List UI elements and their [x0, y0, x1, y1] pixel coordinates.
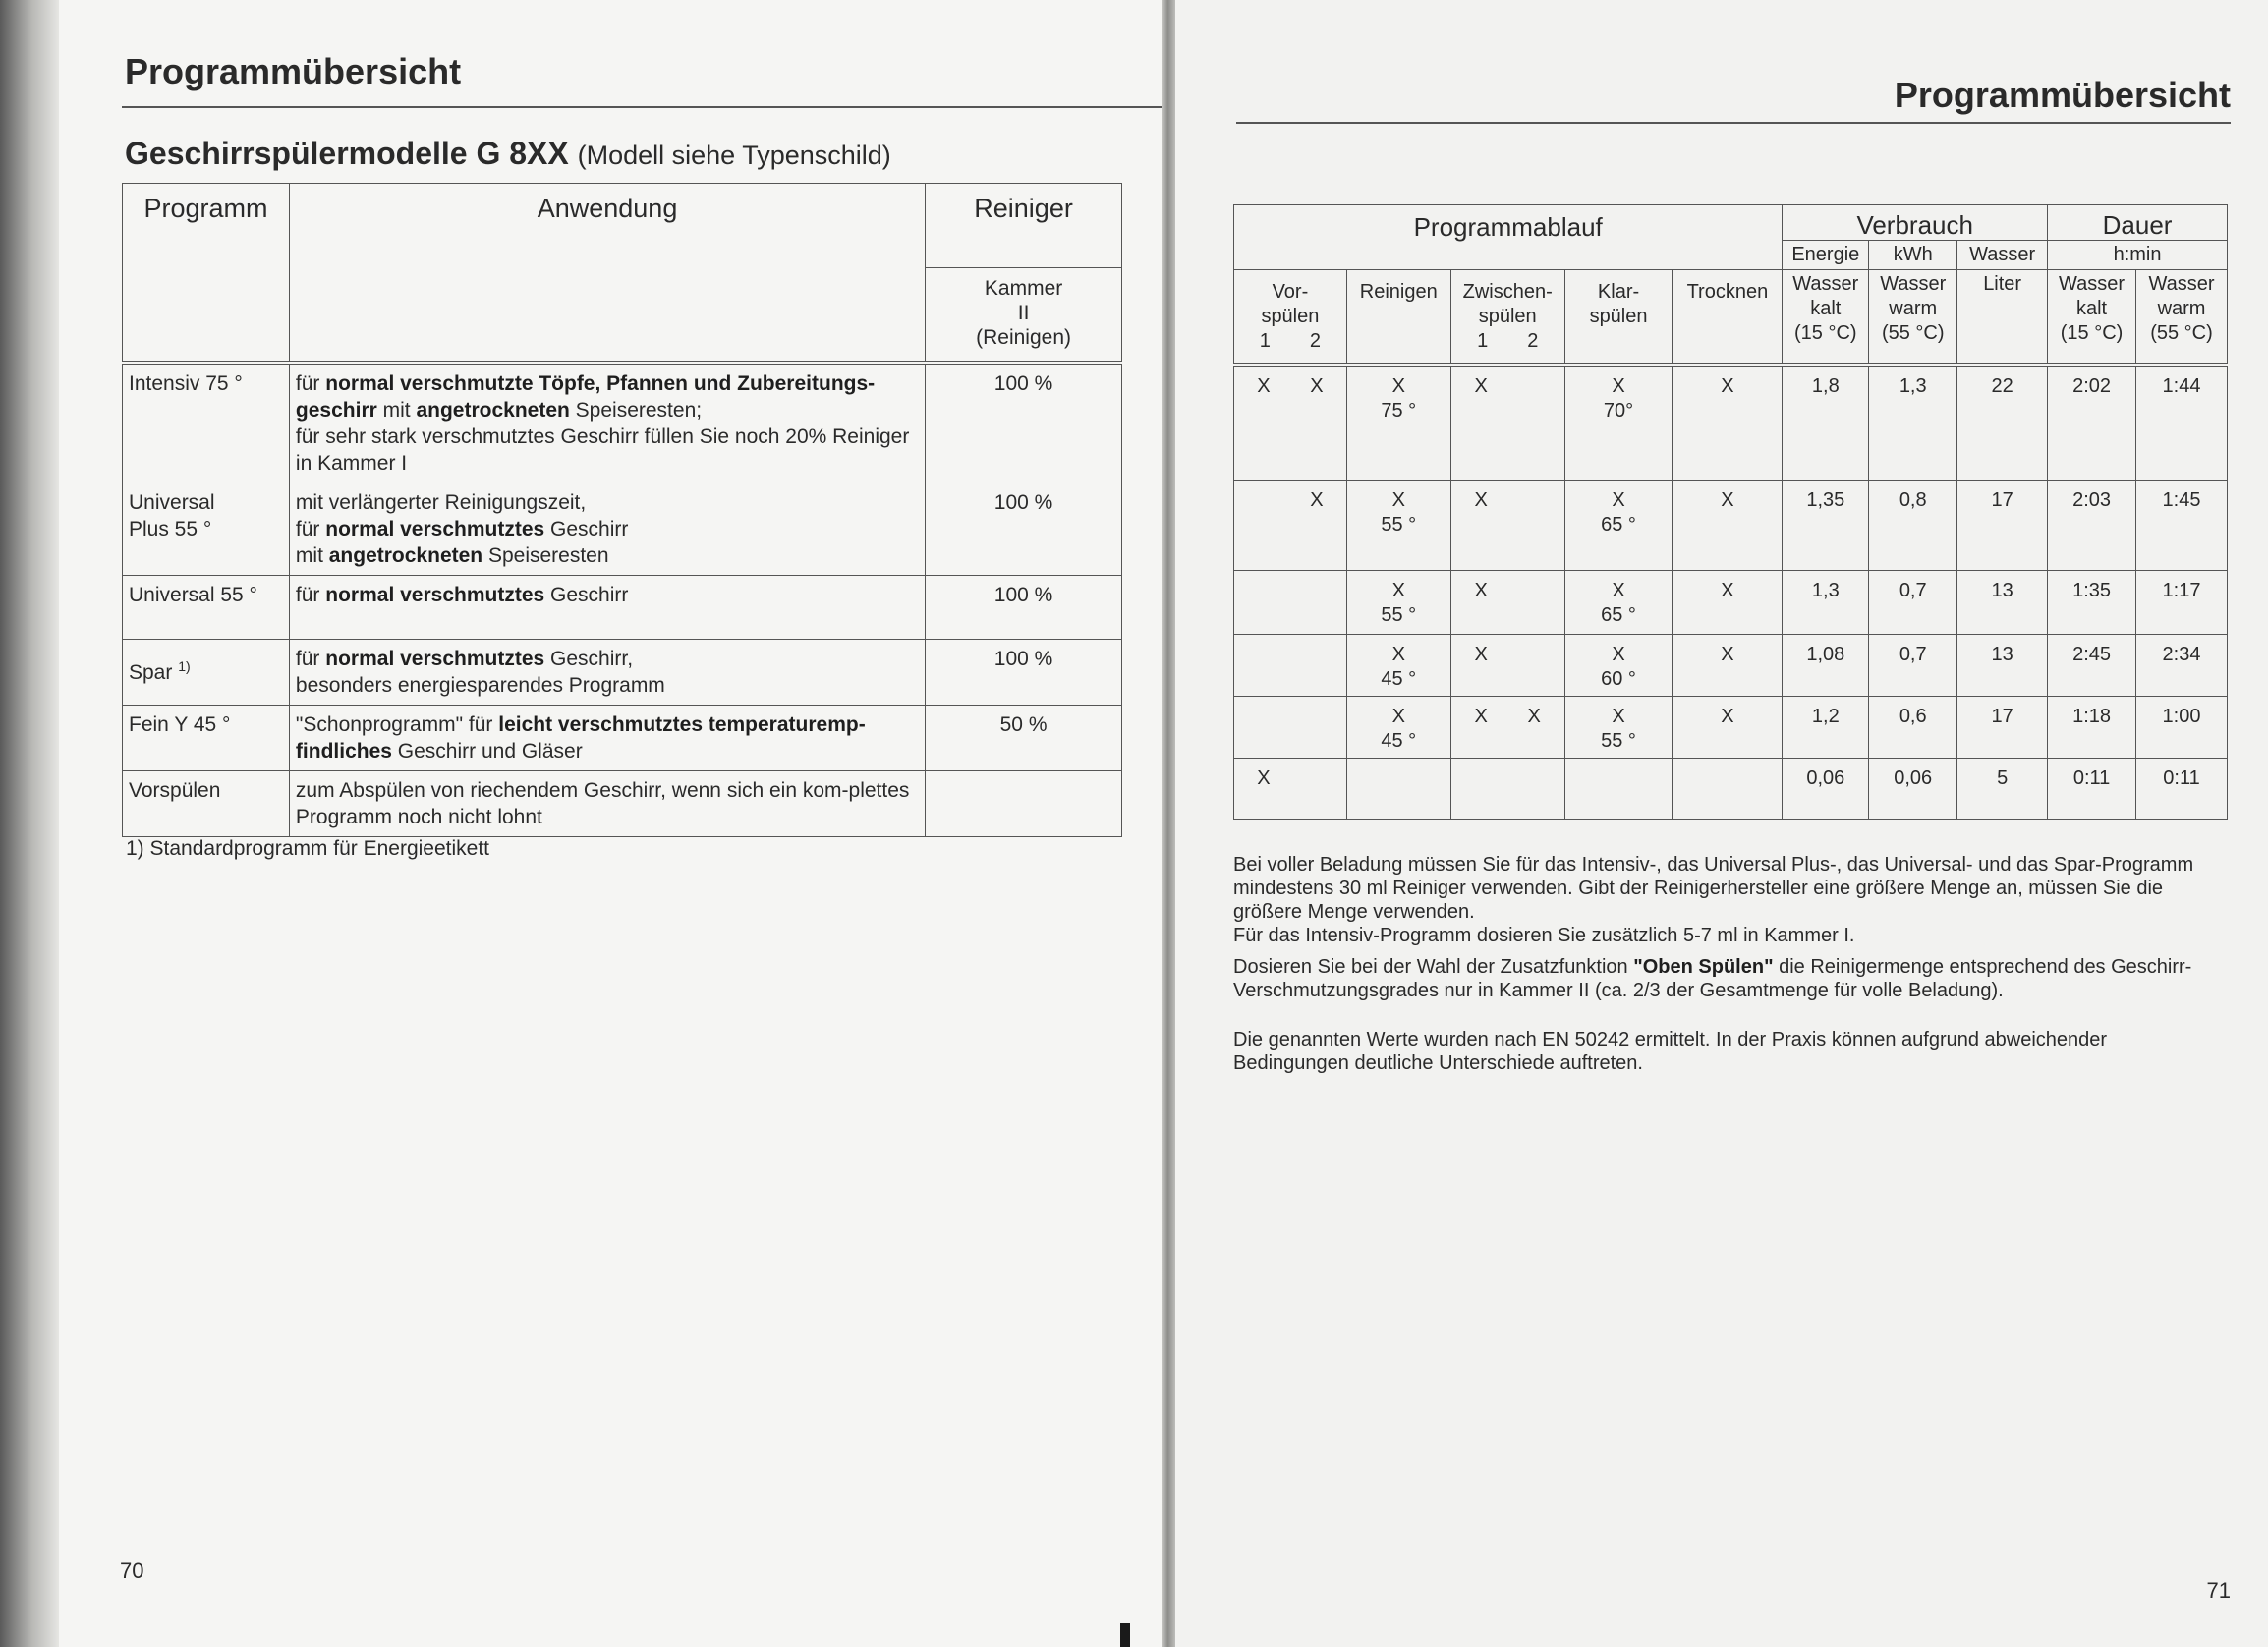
- header-line: spülen: [1589, 306, 1648, 327]
- cell-mark: X: [1310, 374, 1324, 397]
- cell-mark: X: [1612, 489, 1625, 511]
- cell-mark: [1257, 488, 1271, 513]
- row-program: Universal 55 °: [123, 575, 290, 639]
- row-program: [123, 639, 290, 705]
- note-text: Bei voller Beladung müssen Sie für das Intensiv-, das Universal Plus-, das Universal- und das Spar-Programm mindestens 30 ml Reiniger verwenden. Gibt der Reinigerhersteller eine größere Menge an, müssen Sie die größere Menge verwenden.: [1233, 854, 2194, 923]
- title-rule: [122, 106, 1162, 108]
- header-verbrauch: Verbrauch: [1783, 205, 2048, 241]
- cell-l: 13: [1957, 635, 2048, 697]
- table-row: [1234, 697, 2228, 759]
- cell-z: [1450, 759, 1564, 820]
- usage-text: für sehr stark verschmutztes Geschirr füllen Sie noch 20% Reiniger in Kammer I: [295, 425, 910, 475]
- cell-ek: 1,8: [1783, 365, 1869, 481]
- cell-mark: X: [1391, 706, 1405, 727]
- table-row: [1234, 759, 2228, 820]
- usage-text: mit: [295, 543, 329, 567]
- sub-columns: [1236, 329, 1344, 354]
- glass-icon: Y: [174, 712, 188, 736]
- cell-v: [1234, 697, 1347, 759]
- table-row: [1234, 571, 2228, 635]
- book-spine: [1162, 0, 1175, 1647]
- usage-text: Speiseresten;: [569, 398, 703, 422]
- cell-mark: [1527, 374, 1541, 399]
- cell-temp: 55 °: [1601, 730, 1636, 752]
- cell-mark: X: [1527, 706, 1541, 727]
- cell-r: [1346, 571, 1450, 635]
- page-right: [1175, 0, 2268, 1647]
- binding-mark: [1120, 1623, 1130, 1647]
- cell-temp: 45 °: [1381, 668, 1417, 690]
- program-line: Fein: [129, 712, 169, 736]
- cell-r: [1346, 365, 1450, 481]
- header-reinigen: Reinigen: [1346, 270, 1450, 365]
- header-line: warm: [1889, 298, 1938, 319]
- cell-mark: X: [1612, 706, 1625, 727]
- subtitle-note: (Modell siehe Typenschild): [577, 141, 891, 170]
- cell-ek: 1,2: [1783, 697, 1869, 759]
- cell-ew: 0,7: [1869, 571, 1957, 635]
- usage-bold: normal verschmutztes: [325, 647, 545, 670]
- header-reiniger: Reiniger: [926, 184, 1122, 268]
- cell-v: [1234, 635, 1347, 697]
- cell-mark: X: [1612, 374, 1625, 397]
- header-line: Klar-: [1597, 281, 1640, 303]
- notes: [1233, 853, 2228, 1083]
- usage-text: mit: [376, 398, 417, 422]
- usage-bold: normal verschmutztes: [325, 517, 545, 540]
- cell-dk: 2:45: [2048, 635, 2136, 697]
- usage-bold: angetrockneten: [328, 543, 483, 567]
- cell-dk: 0:11: [2048, 759, 2136, 820]
- table-row: [1234, 481, 2228, 571]
- row-usage: [289, 705, 925, 770]
- row-usage: [289, 575, 925, 639]
- cell-v: [1234, 571, 1347, 635]
- cell-pair: [1453, 579, 1562, 603]
- cell-r: [1346, 481, 1450, 571]
- header-trocknen: Trocknen: [1673, 270, 1783, 365]
- cell-mark: X: [1310, 489, 1324, 511]
- usage-text: für: [295, 647, 326, 670]
- header-line: (55 °C): [2150, 322, 2213, 344]
- header-line: (15 °C): [1794, 322, 1857, 344]
- cell-t: X: [1673, 365, 1783, 481]
- cell-temp: 65 °: [1601, 514, 1636, 536]
- header-anwendung: Anwendung: [289, 184, 925, 363]
- cell-r: [1346, 697, 1450, 759]
- row-usage: zum Abspülen von riechendem Geschirr, wenn sich ein kom-plettes Programm noch nicht lohnt: [289, 770, 925, 836]
- cell-t: [1673, 759, 1783, 820]
- cell-mark: X: [1474, 706, 1488, 727]
- header-energie-kalt: [1783, 270, 1869, 365]
- cell-temp: 65 °: [1601, 604, 1636, 626]
- table-row: [1234, 635, 2228, 697]
- table-row: [123, 575, 1122, 639]
- header-line: Wasser: [2148, 273, 2215, 295]
- cell-l: 17: [1957, 481, 2048, 571]
- row-reiniger: 100 %: [926, 575, 1122, 639]
- header-line: (55 °C): [1881, 322, 1945, 344]
- row-reiniger: 50 %: [926, 705, 1122, 770]
- cell-z: [1450, 481, 1564, 571]
- header-line: Vor-: [1272, 281, 1309, 303]
- consumption-table: [1233, 204, 2228, 820]
- table-row: [1234, 365, 2228, 481]
- cell-temp: 75 °: [1381, 399, 1417, 422]
- cell-ek: 0,06: [1783, 759, 1869, 820]
- header-dauer-kalt: [2048, 270, 2136, 365]
- header-line: Wasser: [1880, 273, 1947, 295]
- note-paragraph: [1233, 853, 2228, 947]
- cell-t: X: [1673, 571, 1783, 635]
- cell-t: X: [1673, 697, 1783, 759]
- row-usage: [289, 483, 925, 575]
- cell-pair: [1453, 705, 1562, 729]
- cell-k: [1564, 635, 1673, 697]
- usage-text: "Schonprogramm" für: [295, 712, 499, 736]
- header-programm: Programm: [123, 184, 290, 363]
- page-number: 71: [2206, 1578, 2231, 1603]
- cell-temp: 55 °: [1381, 514, 1417, 536]
- cell-dk: 2:03: [2048, 481, 2136, 571]
- kammer-line-1: Kammer: [984, 277, 1063, 300]
- header-kwh: kWh: [1869, 241, 1957, 270]
- cell-mark: X: [1391, 374, 1405, 397]
- header-wasser: Wasser: [1957, 241, 2048, 270]
- cell-mark: [1527, 643, 1541, 667]
- cell-ew: 0,6: [1869, 697, 1957, 759]
- cell-k: [1564, 365, 1673, 481]
- book-edge: [0, 0, 59, 1647]
- program-line: Spar: [129, 660, 173, 684]
- header-line: warm: [2157, 298, 2206, 319]
- cell-l: 22: [1957, 365, 2048, 481]
- cell-mark: X: [1257, 767, 1271, 789]
- model-subtitle: [125, 136, 891, 172]
- cell-mark: X: [1612, 580, 1625, 601]
- cell-dk: 1:18: [2048, 697, 2136, 759]
- row-reiniger: 100 %: [926, 639, 1122, 705]
- row-program: Vorspülen: [123, 770, 290, 836]
- cell-temp: 45 °: [1381, 730, 1417, 752]
- usage-text: für: [295, 583, 326, 606]
- cell-r: [1346, 635, 1450, 697]
- cell-pair: [1236, 767, 1344, 791]
- cell-z: [1450, 571, 1564, 635]
- cell-pair: [1236, 488, 1344, 513]
- cell-mark: X: [1612, 644, 1625, 665]
- usage-bold: angetrockneten: [416, 398, 570, 422]
- sub-2: 2: [1527, 330, 1539, 352]
- cell-ew: 0,7: [1869, 635, 1957, 697]
- cell-temp: 60 °: [1601, 668, 1636, 690]
- header-klarspuelen: [1564, 270, 1673, 365]
- cell-t: X: [1673, 635, 1783, 697]
- header-line: Wasser: [1792, 273, 1859, 295]
- usage-text: Geschirr,: [544, 647, 634, 670]
- cell-mark: X: [1391, 644, 1405, 665]
- usage-text: Speiseresten: [482, 543, 609, 567]
- cell-z: [1450, 365, 1564, 481]
- sub-2: 2: [1309, 330, 1322, 352]
- row-program: [123, 705, 290, 770]
- subtitle-model: Geschirrspülermodelle G 8XX: [125, 136, 569, 171]
- cell-k: [1564, 697, 1673, 759]
- cell-ew: 0,06: [1869, 759, 1957, 820]
- cell-pair: [1453, 643, 1562, 667]
- cell-k: [1564, 481, 1673, 571]
- cell-ew: 0,8: [1869, 481, 1957, 571]
- sub-1: 1: [1477, 330, 1489, 352]
- cell-ew: 1,3: [1869, 365, 1957, 481]
- sub-1: 1: [1259, 330, 1271, 352]
- cell-dk: 1:35: [2048, 571, 2136, 635]
- kammer-line-2: II: [1017, 302, 1030, 324]
- cell-pair: [1453, 374, 1562, 399]
- cell-dw: 1:00: [2136, 697, 2228, 759]
- header-line: Wasser: [2059, 273, 2126, 295]
- cell-dw: 2:34: [2136, 635, 2228, 697]
- cell-dk: 2:02: [2048, 365, 2136, 481]
- row-reiniger: 100 %: [926, 483, 1122, 575]
- header-liter: Liter: [1957, 270, 2048, 365]
- header-line: spülen: [1261, 306, 1320, 327]
- header-programmablauf: Programmablauf: [1234, 205, 1783, 270]
- footnote-mark: 1): [178, 657, 191, 674]
- cell-dw: 1:17: [2136, 571, 2228, 635]
- note-paragraph: Die genannten Werte wurden nach EN 50242 ermittelt. In der Praxis können aufgrund abweichender Bedingungen deutliche Unterschiede auftreten.: [1233, 1029, 2108, 1074]
- program-line: Universal: [129, 490, 215, 514]
- table-row: [123, 363, 1122, 483]
- table-row: [123, 705, 1122, 770]
- cell-l: 5: [1957, 759, 2048, 820]
- table-row: [123, 770, 1122, 836]
- cell-r: [1346, 759, 1450, 820]
- cell-mark: X: [1474, 489, 1488, 511]
- program-line: Plus 55 °: [129, 517, 212, 540]
- header-line: (15 °C): [2060, 322, 2124, 344]
- usage-text: mit verlängerter Reinigungszeit,: [295, 490, 587, 514]
- cell-v: [1234, 759, 1347, 820]
- cell-pair: [1453, 488, 1562, 513]
- cell-pair: [1236, 374, 1344, 399]
- program-line: 45 °: [193, 712, 231, 736]
- cell-ek: 1,35: [1783, 481, 1869, 571]
- cell-mark: X: [1391, 489, 1405, 511]
- row-program: Intensiv 75 °: [123, 363, 290, 483]
- header-line: Zwischen-: [1462, 281, 1553, 303]
- page-number: 70: [120, 1559, 144, 1583]
- usage-text: Geschirr: [544, 583, 629, 606]
- cell-mark: X: [1257, 374, 1271, 397]
- cell-dw: 0:11: [2136, 759, 2228, 820]
- header-hmin: h:min: [2048, 241, 2228, 270]
- note-text: Für das Intensiv-Programm dosieren Sie zusätzlich 5-7 ml in Kammer I.: [1233, 925, 1855, 946]
- cell-temp: 55 °: [1381, 604, 1417, 626]
- cell-mark: X: [1474, 580, 1488, 601]
- note-paragraph: [1233, 955, 2228, 1002]
- header-zwischenspuelen: [1450, 270, 1564, 365]
- header-dauer-warm: [2136, 270, 2228, 365]
- cell-ek: 1,3: [1783, 571, 1869, 635]
- usage-text: besonders energiesparendes Programm: [295, 673, 665, 697]
- cell-mark: [1527, 579, 1541, 603]
- header-kammer: [926, 268, 1122, 363]
- cell-k: [1564, 571, 1673, 635]
- cell-mark: [1310, 767, 1324, 791]
- cell-t: X: [1673, 481, 1783, 571]
- kammer-line-3: (Reinigen): [976, 326, 1072, 349]
- cell-l: 17: [1957, 697, 2048, 759]
- sub-columns: [1453, 329, 1562, 354]
- usage-text: Geschirr: [544, 517, 629, 540]
- cell-mark: X: [1474, 644, 1488, 665]
- usage-text: für: [295, 371, 326, 395]
- cell-l: 13: [1957, 571, 2048, 635]
- cell-mark: [1527, 488, 1541, 513]
- title-rule: [1236, 122, 2231, 124]
- page-title: Programmübersicht: [1894, 75, 2231, 115]
- cell-ek: 1,08: [1783, 635, 1869, 697]
- page-title: Programmübersicht: [125, 51, 462, 91]
- table-row: [123, 483, 1122, 575]
- row-reiniger: [926, 770, 1122, 836]
- usage-bold: normal verschmutzte Töpfe, Pfannen und Zubereitungs-geschirr: [295, 371, 876, 422]
- cell-v: [1234, 365, 1347, 481]
- cell-dw: 1:44: [2136, 365, 2228, 481]
- header-vorspuelen: [1234, 270, 1347, 365]
- header-energie-warm: [1869, 270, 1957, 365]
- row-usage: [289, 363, 925, 483]
- table-row: [123, 639, 1122, 705]
- usage-text: Geschirr und Gläser: [391, 739, 583, 763]
- header-line: kalt: [1810, 298, 1842, 319]
- cell-v: [1234, 481, 1347, 571]
- usage-bold: leicht verschmutztes temperaturemp-findliches: [295, 712, 866, 763]
- cell-z: [1450, 697, 1564, 759]
- note-text: die Reinigermenge entsprechend des Geschirr-Verschmutzungsgrades nur in Kammer II (ca. 2/3 der Gesamtmenge für volle Beladung).: [1233, 956, 2192, 1001]
- note-text: Dosieren Sie bei der Wahl der Zusatzfunktion: [1233, 956, 1634, 978]
- usage-bold: normal verschmutztes: [325, 583, 545, 606]
- cell-k: [1564, 759, 1673, 820]
- page-left: [59, 0, 1162, 1647]
- row-program: [123, 483, 290, 575]
- header-line: kalt: [2075, 298, 2108, 319]
- row-reiniger: 100 %: [926, 363, 1122, 483]
- usage-text: für: [295, 517, 326, 540]
- footnote: 1) Standardprogramm für Energieetikett: [126, 837, 490, 860]
- cell-temp: 70°: [1603, 399, 1634, 422]
- cell-z: [1450, 635, 1564, 697]
- row-usage: [289, 639, 925, 705]
- header-dauer: Dauer: [2048, 205, 2228, 241]
- note-bold: "Oben Spülen": [1633, 956, 1774, 978]
- cell-dw: 1:45: [2136, 481, 2228, 571]
- header-energie: Energie: [1783, 241, 1869, 270]
- cell-mark: X: [1391, 580, 1405, 601]
- header-line: spülen: [1478, 306, 1537, 327]
- program-table: [122, 183, 1122, 837]
- cell-mark: X: [1474, 374, 1488, 397]
